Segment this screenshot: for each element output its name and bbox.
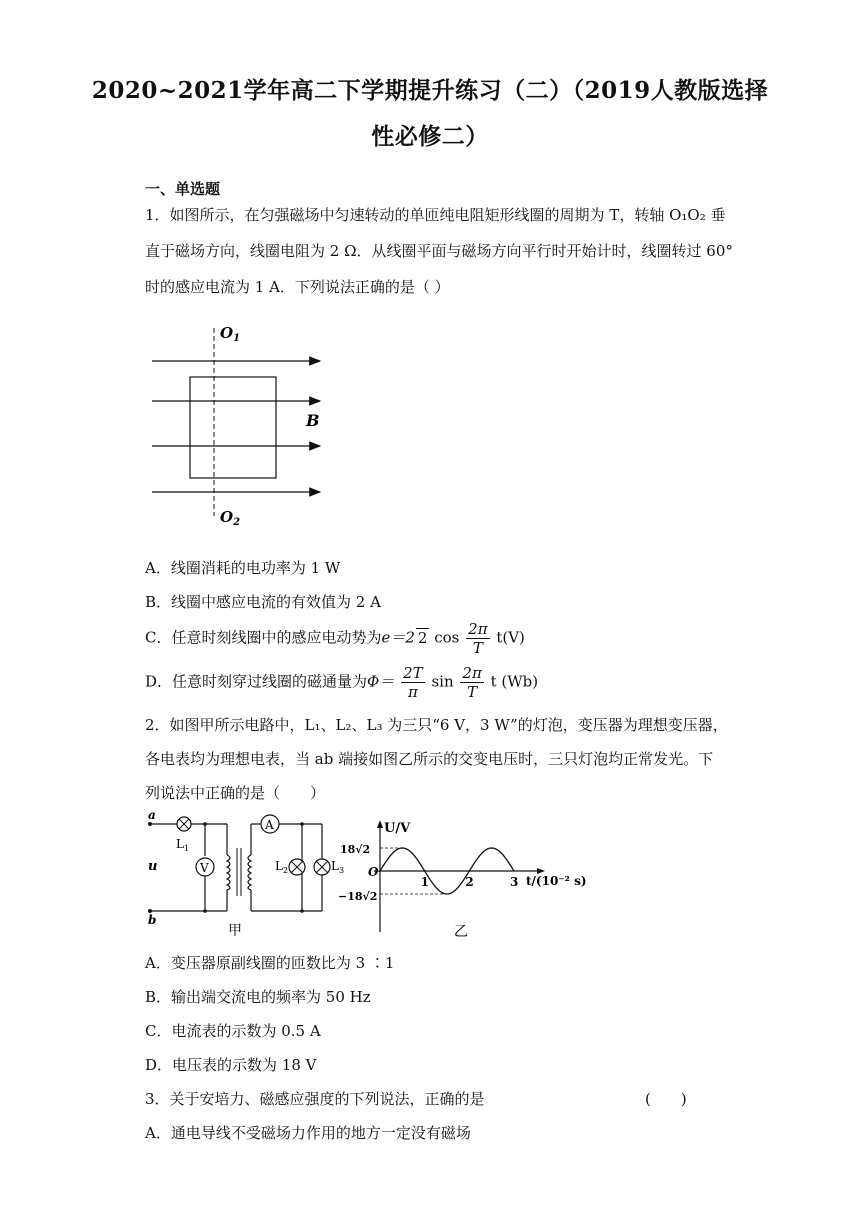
q1-option-c: C．任意时刻线圈中的感应电动势为e＝2 2 cos $\frac{2\pi}{T}$ t(V)	[145, 620, 525, 657]
graph-y-arrow	[377, 820, 383, 828]
input-voltage-u: u	[148, 859, 158, 874]
field-label-b: B	[306, 411, 320, 430]
q1-option-d: D．任意时刻穿过线圈的磁通量为Φ＝ $\frac{2T}{\pi}$ sin $\frac{2\pi}{T}$ t (Wb)	[145, 664, 539, 701]
graph-origin: O	[368, 865, 379, 879]
q2-voltage-graph	[338, 814, 588, 942]
graph-ymin-label: −18√2	[338, 890, 378, 903]
graph-x-tick-2: 2	[465, 875, 474, 889]
q1-line1: 1．如图所示，在匀强磁场中匀速转动的单匝纯电阻矩形线圈的周期为 T，转轴 O₁O₂ 垂	[145, 206, 726, 224]
q2-circuit-diagram	[142, 808, 345, 940]
q1-option-a: A．线圈消耗的电功率为 1 W	[145, 559, 341, 577]
graph-x-tick-1: 1	[420, 875, 430, 889]
secondary-coil	[248, 855, 251, 890]
axis-label-bottom: $O_2$	[220, 508, 241, 528]
primary-coil	[227, 855, 230, 890]
svg-text:V: V	[200, 861, 209, 875]
svg-text:A: A	[265, 818, 274, 832]
q3-option-a: A．通电导线不受磁场力作用的地方一定没有磁场	[145, 1124, 471, 1142]
svg-text:L3: $L_3$	[331, 859, 345, 875]
page-title-line1: 2020~2021学年高二下学期提升练习（二）（2019人教版选择	[91, 77, 769, 104]
q2-option-b: B．输出端交流电的频率为 50 Hz	[145, 988, 371, 1006]
section-heading: 一、单选题	[145, 180, 221, 198]
q3-answer-bracket: ( )	[645, 1090, 687, 1108]
q1-option-b: B．线圈中感应电流的有效值为 2 A	[145, 593, 381, 611]
graph-y-label: U/V	[384, 821, 411, 836]
axis-label-top: $O_1$	[220, 324, 241, 344]
q2-option-c: C．电流表的示数为 0.5 A	[145, 1022, 321, 1040]
q1-magnetic-field-figure	[140, 318, 340, 530]
q1-line3: 时的感应电流为 1 A．下列说法正确的是（ ）	[145, 278, 450, 296]
q2-line1: 2．如图甲所示电路中，L₁、L₂、L₃ 为三只“6 V，3 W”的灯泡，变压器为理想变压器，	[145, 716, 728, 734]
q2-line3: 列说法中正确的是（ ）	[145, 784, 326, 802]
q1-line2: 直于磁场方向，线圈电阻为 2 Ω．从线圈平面与磁场方向平行时开始计时，线圈转过 60°	[145, 242, 733, 260]
page-title-line2: 性必修二）	[371, 123, 489, 150]
graph-x-tick-3: 3	[510, 875, 519, 889]
q2-option-a: A．变压器原副线圈的匝数比为 3 ∶1	[145, 954, 395, 972]
q3-stem: 3．关于安培力、磁感应强度的下列说法，正确的是	[145, 1090, 485, 1108]
svg-text:L1: $L_1$	[176, 837, 190, 853]
terminal-b: b	[148, 913, 157, 927]
graph-ymax-label: 18√2	[340, 843, 371, 856]
terminal-a: a	[148, 808, 156, 822]
coil-rectangle	[190, 377, 276, 478]
circuit-caption: 甲	[228, 923, 242, 939]
graph-caption: 乙	[454, 924, 468, 940]
q2-option-d: D．电压表的示数为 18 V	[145, 1056, 317, 1074]
graph-x-label: t/(10⁻² s)	[526, 874, 587, 888]
q2-line2: 各电表均为理想电表，当 ab 端接如图乙所示的交变电压时，三只灯泡均正常发光。下	[145, 750, 714, 768]
svg-text:L2: $L_2$	[275, 859, 289, 875]
